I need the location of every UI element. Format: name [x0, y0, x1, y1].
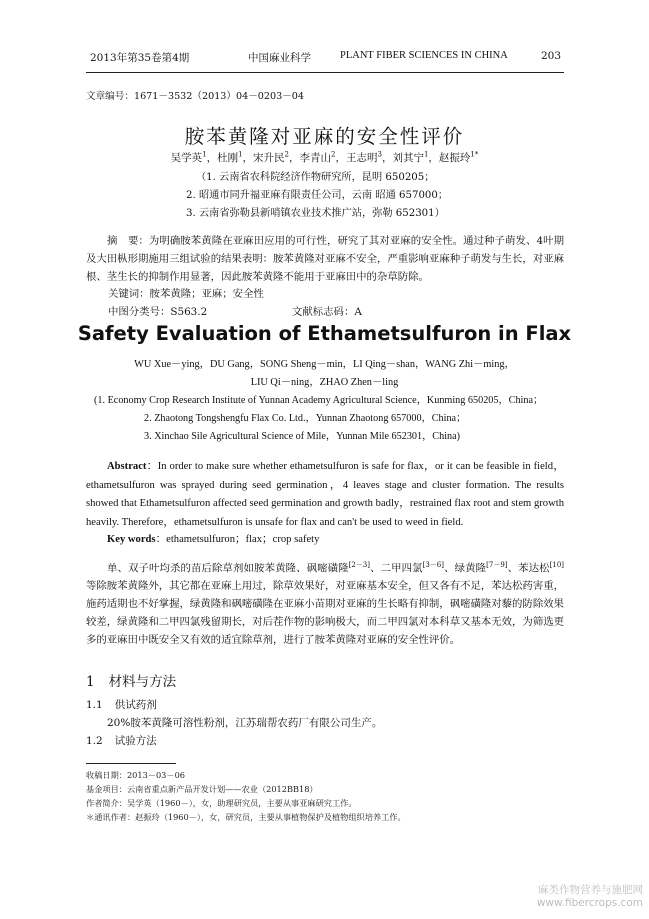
intro-paragraph: 单、双子叶均杀的苗后除草剂如胺苯黄隆、砜嘧磺隆[2－3]、二甲四氯[3－6]、绿黄隆[7－9]、苯达松[10]等除胺苯黄隆外，其它都在亚麻上用过，除草效果好，对亚麻基本安全，但又各有不足，苯达松药害重，施药适期也不好掌握，绿黄隆和砜嘧磺隆在亚麻小苗期对亚麻的生长略有抑制，砜嘧磺隆对藜的防除效果较差，绿黄隆和二甲四氯残留期长，对后茬作物的影响极大，而二甲四氯对本科草又基本无效，为筛选更多的亚麻田中既安全又有效的适宜除草剂，进行了胺苯黄隆对亚麻的安全性评价。	[86, 561, 565, 647]
subsection-heading: 1.1 供试药剂	[86, 699, 157, 711]
footnote-rule	[86, 763, 176, 764]
affiliation-en-1: (1. Economy Crop Research Institute of Yunnan Academy Agricultural Science，Kunming 650205，China；	[94, 395, 544, 406]
clc-number: 中图分类号：S563.2	[108, 306, 208, 318]
watermark	[537, 884, 643, 910]
keywords-en-text: ：ethametsulfuron；flax；crop safety	[155, 534, 320, 545]
abstract-en-label: Abstract	[107, 461, 147, 472]
footnote-author: 作者简介：吴学英（1960－），女，助理研究员，主要从事亚麻研究工作。	[86, 798, 357, 808]
citation: [2－3]	[348, 561, 370, 569]
citation: [7－9]	[486, 561, 508, 569]
abstract-cn-text: 为明确胺苯黄隆在亚麻田应用的可行性，研究了其对亚麻的安全性。通过种子萌发、4叶期及大田枞形期施用三组试验的结果表明：胺苯黄隆对亚麻不安全，严重影响亚麻种子萌发与生长，对亚麻根、茎生长的抑制作用显著，因此胺苯黄隆不能用于亚麻田中的杂草防除。	[86, 235, 565, 283]
abstract-cn-label: 摘 要：	[107, 235, 149, 247]
subsection-heading: 1.2 试验方法	[86, 735, 157, 747]
authors-en-line2: LIU Qi－ning，ZHAO Zhen－ling	[250, 377, 399, 388]
keywords-en-label: Key words	[107, 534, 156, 545]
affiliation-en-3: 3. Xinchao Sile Agricultural Science of Mile，Yunnan Mile 652301，China)	[144, 431, 461, 442]
affiliation-cn-2: 2. 昭通市同升福亚麻有限责任公司，云南 昭通 657000；	[186, 190, 449, 201]
citation: [10]	[549, 561, 565, 569]
subsection-text: 20%胺苯黄隆可溶性粉剂，江苏瑞帮农药厂有限公司生产。	[107, 717, 383, 729]
author: 刘其宁	[392, 152, 424, 164]
author: 王志明	[345, 152, 378, 164]
header-issue: 2013年第35卷第4期	[90, 52, 190, 64]
author: 吴学英	[170, 152, 203, 164]
authors-cn: 吴学英$^1$，杜刚$^1$，宋升民$^2$，李青山$^2$，王志明$^3$，刘其宁$^1$，赵振玲$^{1*}$	[170, 150, 479, 164]
watermark-name: 麻类作物营养与施肥网	[538, 884, 643, 896]
abstract-en	[86, 458, 564, 532]
title-en: Safety Evaluation of Ethametsulfuron in Flax	[77, 322, 572, 345]
section-heading: 1 材料与方法	[86, 674, 177, 690]
author: 李青山	[299, 152, 332, 164]
affiliation-en-2: 2. Zhaotong Tongshengfu Flax Co. Ltd.，Yunnan Zhaotong 657000，China；	[144, 413, 467, 424]
footnote-received: 收稿日期：2013－03－06	[86, 770, 185, 780]
watermark-url: www.fibercrops.com	[536, 897, 643, 909]
header-journal-en: PLANT FIBER SCIENCES IN CHINA	[340, 50, 508, 61]
citation: [3－6]	[422, 561, 444, 569]
header-journal-cn: 中国麻业科学	[248, 52, 311, 64]
article-number: 文章编号：1671－3532（2013）04－0203－04	[86, 91, 305, 102]
author: 宋升民	[253, 152, 285, 164]
author: 杜刚	[217, 152, 239, 164]
header-rule	[86, 72, 564, 73]
abstract-cn	[86, 232, 564, 286]
author: 赵振玲	[438, 152, 471, 164]
title-cn: 胺苯黄隆对亚麻的安全性评价	[184, 125, 465, 148]
authors-en-line1: WU Xue－ying，DU Gang，SONG Sheng－min，LI Qing－shan，WANG Zhi－ming，	[134, 359, 515, 370]
document-code: 文献标志码：A	[292, 306, 362, 318]
abstract-en-text: ：In order to make sure whether ethametsulfuron is safe for flax，or it can be feasible in field，ethametsulfuron was sprayed during seed germination，4 leaves stage and cluster formation. The results showed that Ethametsulfuron affected seed germination and growth badly，restrained flax root and stem growth heavily. Therefore，ethametsulfuron is unsafe for flax and can't be used to weed in field.	[86, 461, 564, 528]
footnote-funding: 基金项目：云南省重点新产品开发计划——农业（2012BB18）	[86, 784, 318, 794]
affiliation-cn-1: （1. 云南省农科院经济作物研究所，昆明 650205；	[196, 172, 435, 183]
keywords-en	[107, 531, 319, 546]
header-page-number: 203	[541, 50, 562, 62]
footnote-corresponding: ＊通讯作者：赵振玲（1960－），女，研究员，主要从事植物保护及植物组织培养工作。	[86, 812, 406, 822]
affiliation-cn-3: 3. 云南省弥勒县新哨镇农业技术推广站，弥勒 652301）	[186, 208, 445, 219]
keywords-cn: 关键词：胺苯黄隆；亚麻；安全性	[108, 288, 264, 300]
